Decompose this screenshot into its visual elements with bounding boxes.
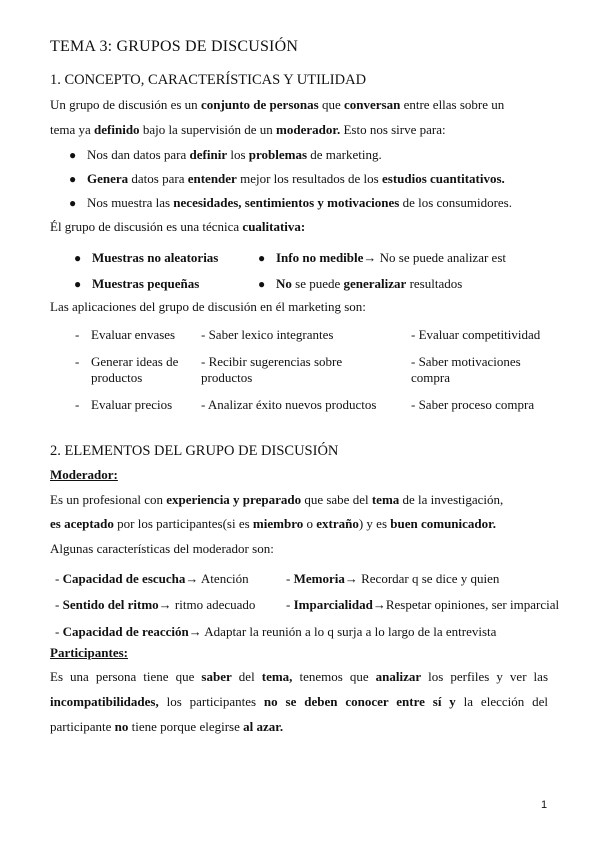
bullet-item: Nos dan datos para definir los problemas de marketing. — [87, 147, 382, 162]
bullet-dot-icon: ● — [69, 196, 77, 210]
app-cell: Evaluar envases — [91, 327, 176, 342]
bullet-dot-icon: ● — [69, 148, 77, 162]
qual-item: Muestras pequeñas — [92, 276, 200, 291]
app-cell: - Saber proceso compra — [411, 397, 535, 412]
app-cell: - Recibir sugerencias sobre productos — [201, 354, 343, 385]
trait-item: - Imparcialidad→Respetar opiniones, ser imparcial — [286, 597, 560, 612]
app-cell: - Evaluar competitividad — [411, 327, 541, 342]
document-title: TEMA 3: GRUPOS DE DISCUSIÓN — [50, 38, 299, 55]
bullet-dot-icon: ● — [258, 251, 266, 265]
section1-heading: 1. CONCEPTO, CARACTERÍSTICAS Y UTILIDAD — [50, 72, 367, 88]
bullet-dot-icon: ● — [69, 172, 77, 186]
qual-item: Muestras no aleatorias — [92, 250, 219, 265]
app-cell: - Analizar éxito nuevos productos — [201, 397, 377, 412]
qual-item: No se puede generalizar resultados — [276, 276, 463, 291]
bullet-dot-icon: ● — [74, 277, 82, 291]
bullet-item: Genera datos para entender mejor los resultados de los estudios cuantitativos. — [87, 171, 505, 186]
intro-line-2: tema ya definido bajo la supervisión de un moderador. Esto nos sirve para: — [50, 122, 446, 137]
list-dash: - — [75, 397, 80, 412]
list-dash: - — [75, 327, 80, 342]
participantes-label: Participantes: — [50, 645, 128, 660]
participantes-line-3: participante no tiene porque elegirse al azar. — [50, 719, 284, 734]
list-dash: - — [75, 354, 80, 369]
app-cell: Generar ideas de productos — [91, 354, 179, 385]
moderador-line-1: Es un profesional con experiencia y preparado que sabe del tema de la investigación, — [50, 492, 504, 507]
qual-item: Info no medible→ No se puede analizar est — [276, 250, 506, 265]
app-cell: - Saber motivaciones compra — [411, 354, 521, 385]
moderador-label: Moderador: — [50, 467, 118, 482]
trait-item: - Sentido del ritmo→ ritmo adecuado — [55, 597, 256, 612]
bullet-item: Nos muestra las necesidades, sentimientos y motivaciones de los consumidores. — [87, 195, 512, 210]
participantes-line-2: incompatibilidades, los participantes no se deben conocer entre sí y la elección del — [50, 694, 548, 709]
intro-line-1: Un grupo de discusión es un conjunto de personas que conversan entre ellas sobre un — [50, 97, 505, 112]
section2-heading: 2. ELEMENTOS DEL GRUPO DE DISCUSIÓN — [50, 443, 339, 459]
app-cell: Evaluar precios — [91, 397, 173, 412]
bullet-dot-icon: ● — [74, 251, 82, 265]
participantes-line-1: Es una persona tiene que saber del tema, tenemos que analizar los perfiles y ver las — [50, 669, 548, 684]
trait-item: - Capacidad de escucha→ Atención — [55, 571, 249, 586]
app-cell: - Saber lexico integrantes — [201, 327, 334, 342]
moderador-line-3: Algunas características del moderador son: — [50, 541, 274, 556]
moderador-line-2: es aceptado por los participantes(si es miembro o extraño) y es buen comunicador. — [50, 516, 496, 531]
bullet-dot-icon: ● — [258, 277, 266, 291]
trait-item: - Memoria→ Recordar q se dice y quien — [286, 571, 500, 586]
trait-item: - Capacidad de reacción→ Adaptar la reunión a lo q surja a lo largo de la entrevista — [55, 624, 497, 639]
applications-line: Las aplicaciones del grupo de discusión en él marketing son: — [50, 299, 366, 314]
qualitative-line: Él grupo de discusión es una técnica cualitativa: — [50, 219, 306, 234]
page-number: 1 — [541, 799, 548, 811]
